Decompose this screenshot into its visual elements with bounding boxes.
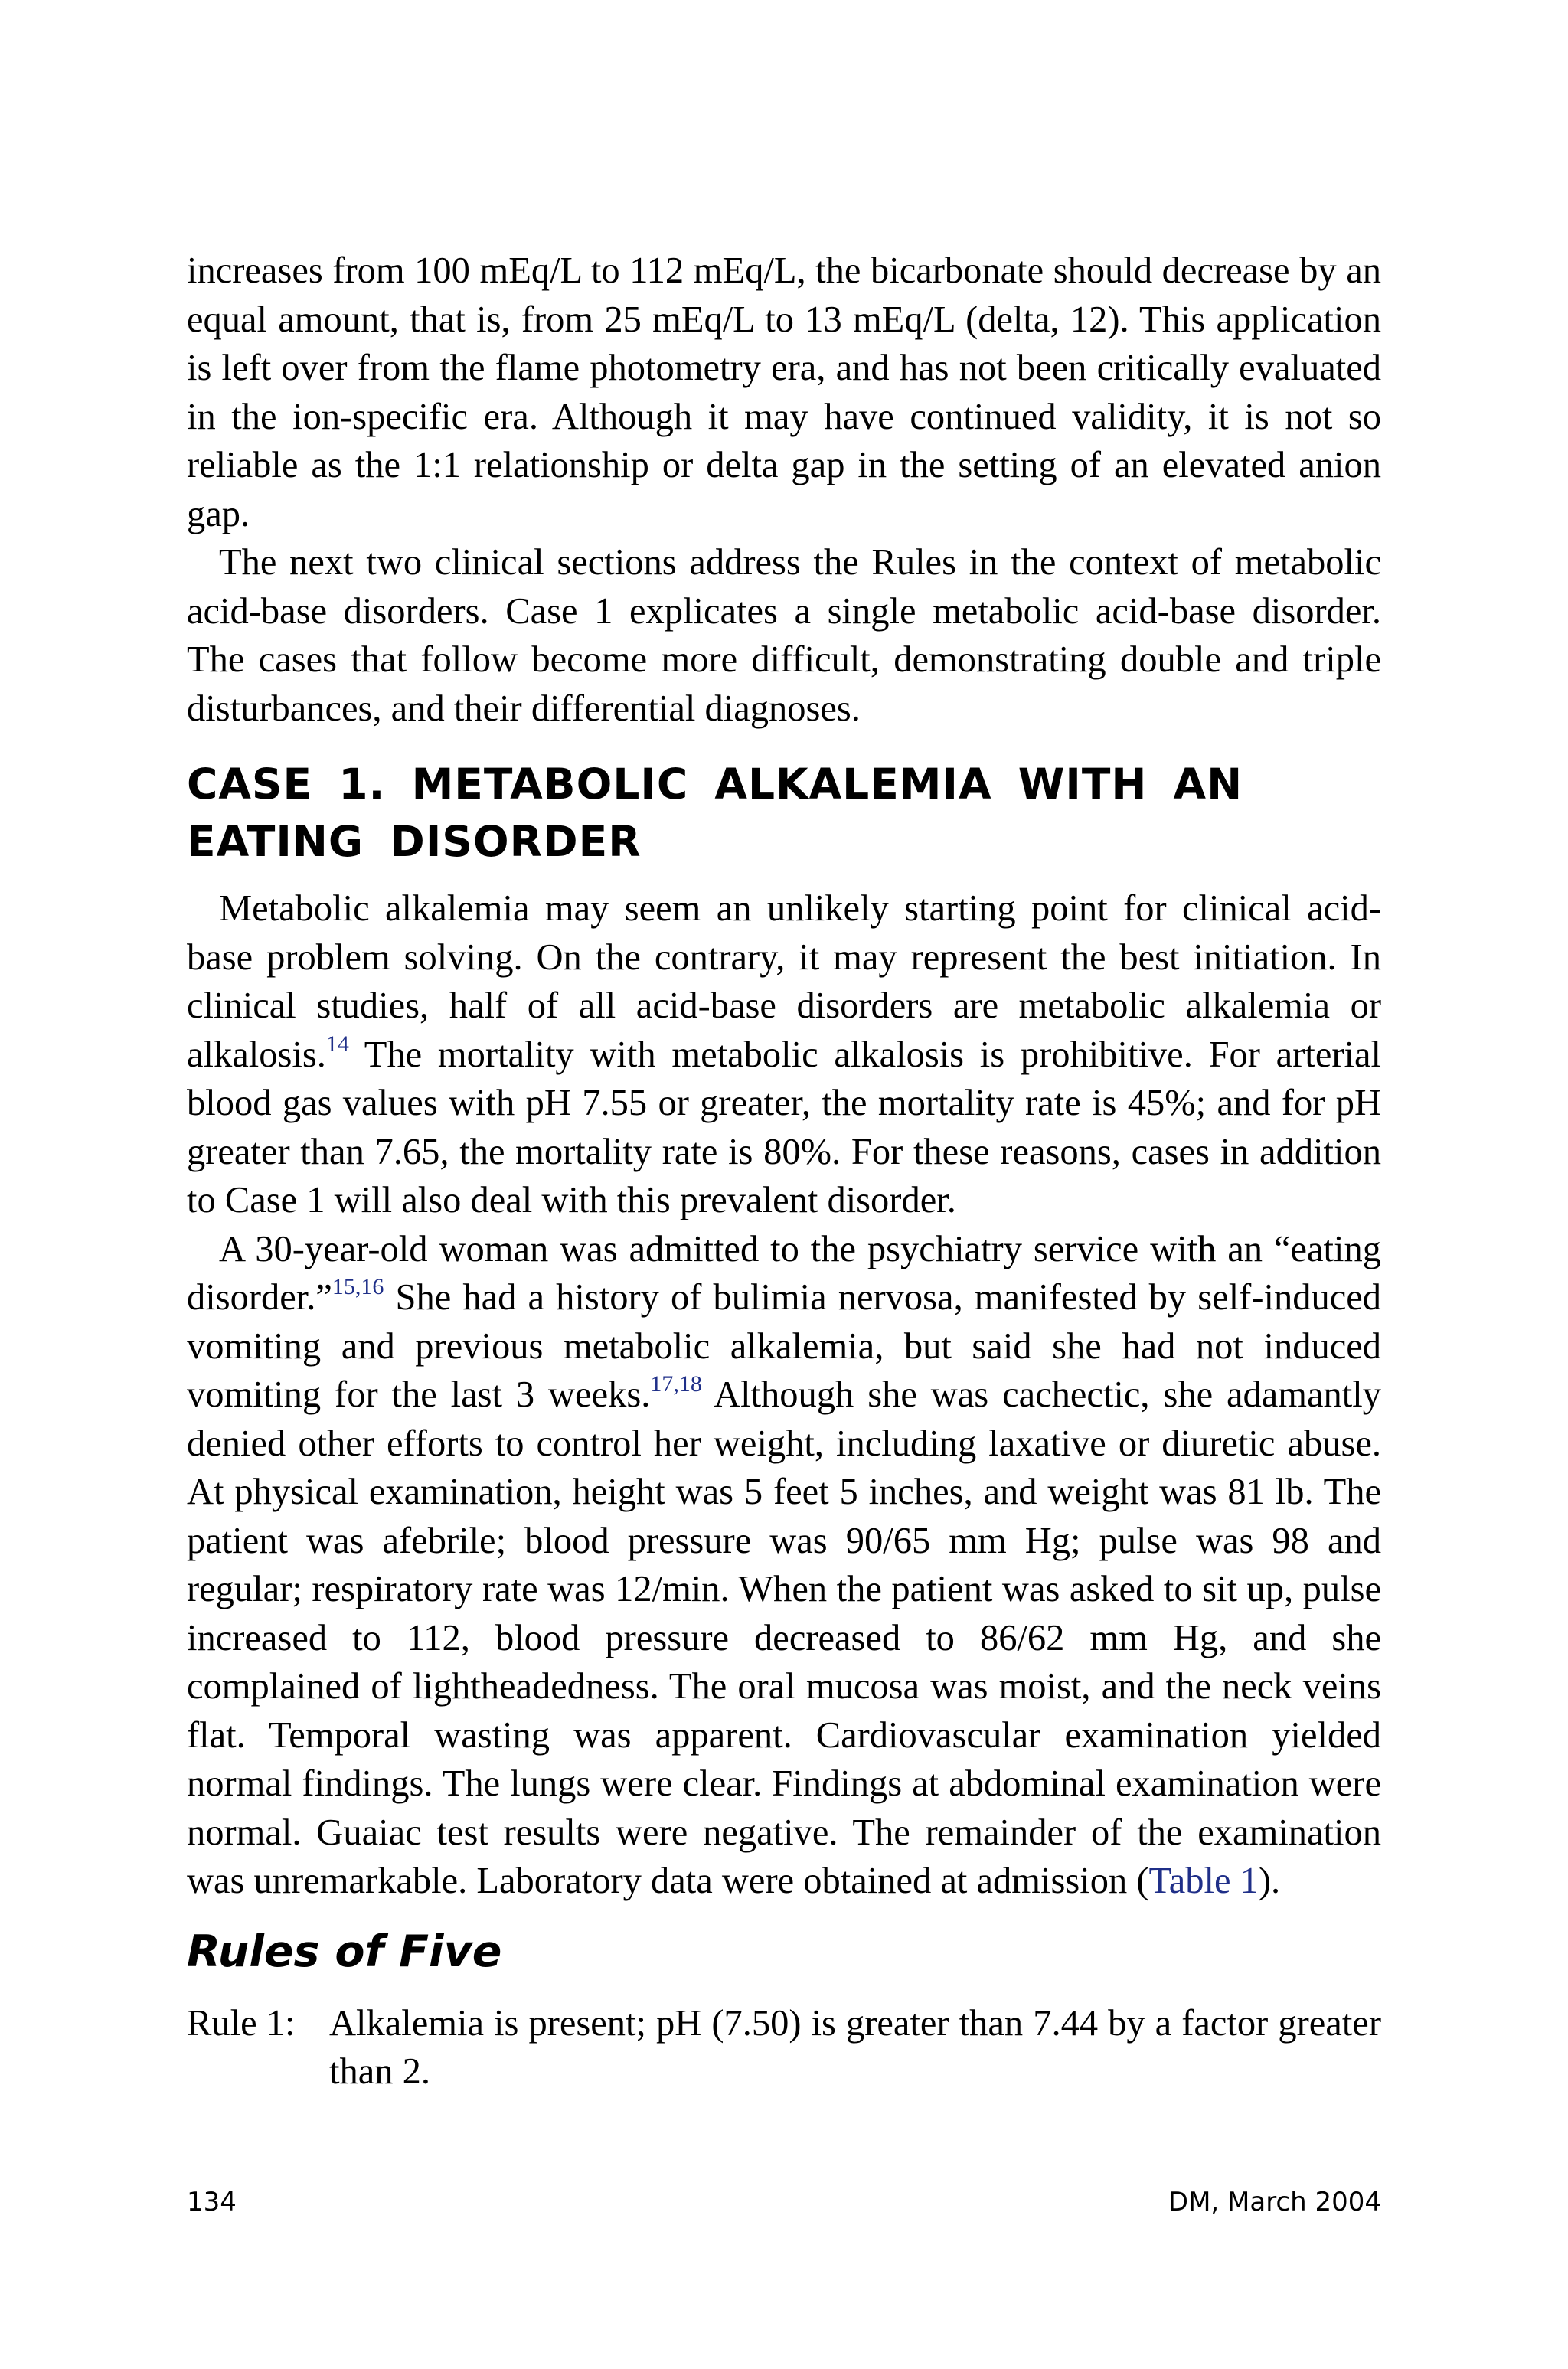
rules-heading: Rules of Five bbox=[187, 1926, 502, 1977]
citation-15-16[interactable]: 15,16 bbox=[332, 1274, 384, 1299]
alkalemia-paragraph bbox=[187, 884, 1381, 1225]
text-column bbox=[187, 247, 1381, 2096]
page-number: 134 bbox=[187, 2187, 237, 2217]
case-text-end: ). bbox=[1258, 1861, 1281, 1901]
next-sections-text: The next two clinical sections address the Rules in the context of metabolic acid-base disorders. Case 1 explicates a single metabolic acid-base disorder. The cases that follow become more difficult, demonstrating double and triple disturbances, and their differential diagnoses. bbox=[187, 542, 1381, 729]
table-1-link[interactable]: Table 1 bbox=[1148, 1861, 1259, 1901]
citation-14[interactable]: 14 bbox=[325, 1031, 349, 1057]
case-heading bbox=[187, 756, 1381, 871]
intro-paragraph bbox=[187, 247, 1381, 538]
case-description-paragraph bbox=[187, 1225, 1381, 1906]
next-sections-paragraph bbox=[187, 538, 1381, 733]
citation-17-18[interactable]: 17,18 bbox=[650, 1371, 702, 1397]
case-text-b: She had a history of bulimia nervosa, manifested by self-induced vomiting and previous metabolic alkalemia, but said she had not induced vomiting for the last 3 weeks. bbox=[187, 1277, 1381, 1415]
rule-1-label: Rule 1: bbox=[187, 2002, 296, 2044]
case-heading-line1: CASE 1. METABOLIC ALKALEMIA WITH AN bbox=[187, 760, 1243, 809]
case-heading-line2: EATING DISORDER bbox=[187, 817, 642, 866]
intro-text: increases from 100 mEq/L to 112 mEq/L, the bicarbonate should decrease by an equal amount, that is, from 25 mEq/L to 13 mEq/L (delta, 12). This application is left over from the flame photometry era, and has not been critically evaluated in the ion-specific era. Although it may have continued validity, it is not so reliable as the 1:1 relationship or delta gap in the setting of an elevated anion gap. bbox=[187, 250, 1381, 534]
alkalemia-text-a: Metabolic alkalemia may seem an unlikely starting point for clinical acid-base problem solving. On the contrary, it may represent the best initiation. In clinical studies, half of all acid-base disorders are metabolic alkalemia or alkalosis. bbox=[187, 888, 1381, 1075]
rule-1-text: Alkalemia is present; pH (7.50) is greater than 7.44 by a factor greater than 2. bbox=[329, 2002, 1381, 2092]
case-text-a: A 30-year-old woman was admitted to the psychiatry service with an “eating disorder.” bbox=[187, 1228, 1381, 1318]
rule-1 bbox=[187, 1999, 1381, 2096]
page-footer bbox=[187, 2185, 1381, 2219]
journal-issue: DM, March 2004 bbox=[1168, 2187, 1381, 2217]
case-text-c: Although she was cachectic, she adamantly denied other efforts to control her weight, including laxative or diuretic abuse. At physical examination, height was 5 feet 5 inches, and weight was 81 lb. The patient was afebrile; blood pressure was 90/65 mm Hg; pulse was 98 and regular; respiratory rate was 12/min. When the patient was asked to sit up, pulse increased to 112, blood pressure decreased to 86/62 mm Hg, and she complained of lightheadedness. The oral mucosa was moist, and the neck veins flat. Temporal wasting was apparent. Cardiovascular examination yielded normal findings. The lungs were clear. Findings at abdominal examination were normal. Guaiac test results were negative. The remainder of the examination was unremarkable. Laboratory data were obtained at admission ( bbox=[187, 1374, 1381, 1901]
alkalemia-text-b: The mortality with metabolic alkalosis is prohibitive. For arterial blood gas values with pH 7.55 or greater, the mortality rate is 45%; and for pH greater than 7.65, the mortality rate is 80%. For these reasons, cases in addition to Case 1 will also deal with this prevalent disorder. bbox=[187, 1034, 1381, 1220]
